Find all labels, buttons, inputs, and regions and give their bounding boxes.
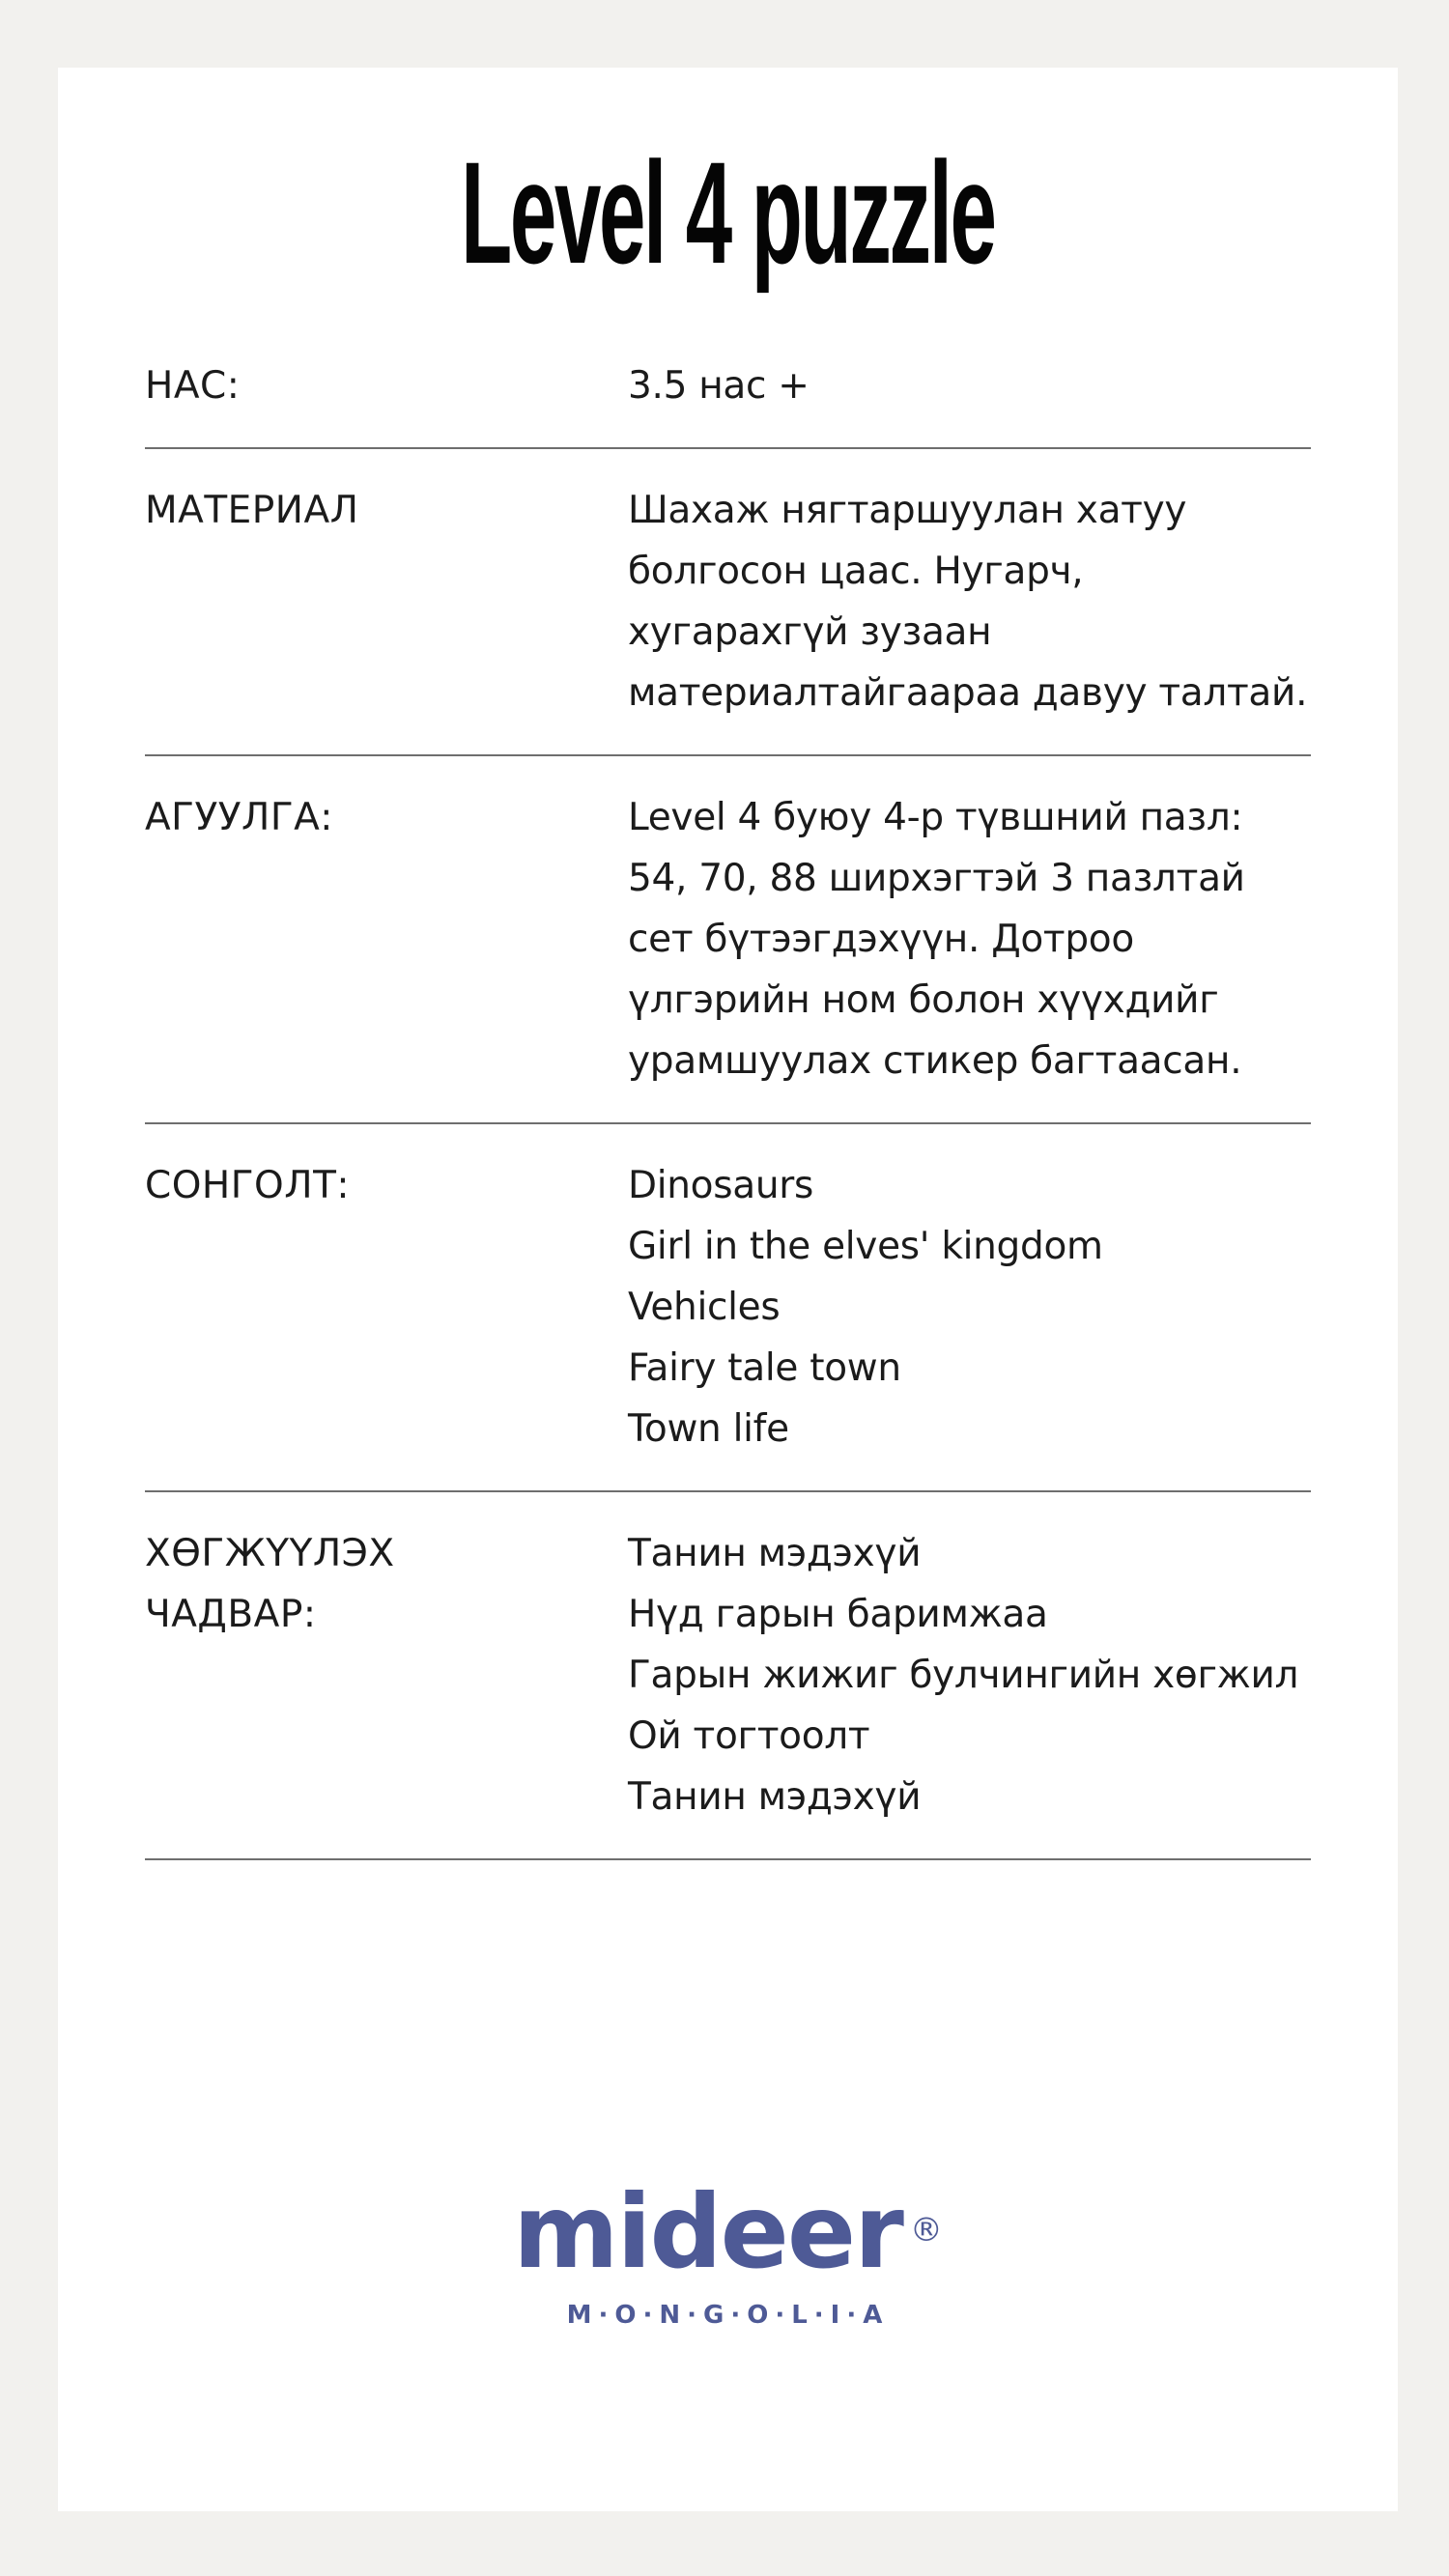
spec-value [628, 480, 1311, 723]
spec-label: АГУУЛГА: [145, 796, 333, 839]
brand-subtitle: M·O·N·G·O·L·I·A [566, 2301, 890, 2330]
spec-value-line: Ой тогтоолт [628, 1714, 870, 1758]
spec-value-line: Level 4 буюу 4-р түвшний пазл: 54, 70, 88 ширхэгтэй 3 пазлтай сет бүтээгдэхүүн. Дотроо үлгэрийн ном болон хүүхдийг урамшуулах стикер багтаасан. [628, 796, 1245, 1083]
spec-label: СОНГОЛТ: [145, 1164, 351, 1207]
page-title [145, 131, 1311, 294]
spec-value [628, 355, 1311, 416]
brand-wordmark [513, 2173, 943, 2291]
spec-value-line: Нүд гарын баримжаа [628, 1593, 1048, 1636]
spec-value-line: Гарын жижиг булчингийн хөгжил [628, 1654, 1299, 1697]
registered-trademark-icon: ® [909, 2211, 943, 2250]
spec-row [145, 756, 1311, 1124]
spec-row [145, 449, 1311, 756]
spec-row [145, 1492, 1311, 1860]
page-title-text: Level 4 puzzle [461, 131, 995, 294]
spec-value [628, 787, 1311, 1091]
spec-value-line: Vehicles [628, 1286, 781, 1329]
spec-value-line: Girl in the elves' kingdom [628, 1225, 1103, 1268]
spec-label: НАС: [145, 364, 241, 408]
spec-label: МАТЕРИАЛ [145, 489, 359, 532]
spec-row [145, 1124, 1311, 1492]
product-info-card [58, 68, 1398, 2511]
spec-table [145, 325, 1311, 1860]
spec-value-line: Танин мэдэхүй [628, 1775, 922, 1819]
spec-value [628, 1155, 1311, 1459]
spec-value-line: Town life [628, 1407, 789, 1451]
spec-value-line: Fairy tale town [628, 1346, 901, 1390]
spec-value [628, 1523, 1311, 1827]
spec-label: ХӨГЖҮҮЛЭХ ЧАДВАР: [145, 1532, 395, 1636]
spec-value-line: Шахаж нягтаршуулан хатуу болгосон цаас. Нугарч, хугарахгүй зузаан материалтайгаараа давуу талтай. [628, 489, 1308, 715]
brand-logo [145, 2173, 1311, 2330]
brand-name: mideer [513, 2173, 902, 2291]
spec-row [145, 325, 1311, 449]
spec-value-line: Танин мэдэхүй [628, 1532, 922, 1575]
spec-value-line: Dinosaurs [628, 1164, 814, 1207]
spec-value-line: 3.5 нас + [628, 364, 810, 408]
